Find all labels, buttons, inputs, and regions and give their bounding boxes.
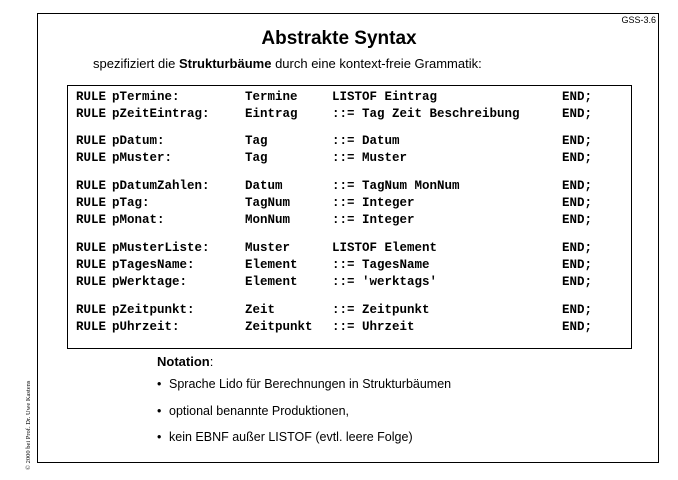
rule-rhs: ::= Tag Zeit Beschreibung — [332, 107, 520, 121]
rule-keyword: RULE — [76, 134, 107, 148]
rule-keyword: RULE — [76, 303, 107, 317]
rule-end: END; — [562, 134, 593, 148]
copyright-notice: © 2000 bei Prof. Dr. Uwe Kastens — [25, 380, 32, 470]
rule-name: pTag: — [112, 196, 150, 210]
rule-rhs: ::= Muster — [332, 151, 408, 165]
rule-end: END; — [562, 258, 593, 272]
rule-end: END; — [562, 151, 593, 165]
rule-keyword: RULE — [76, 213, 107, 227]
bullet-icon: • — [157, 430, 162, 444]
rule-end: END; — [562, 107, 593, 121]
rule-row — [68, 179, 593, 194]
slide-id: GSS-3.6 — [621, 15, 656, 25]
bullet-icon: • — [157, 404, 162, 418]
subtitle-text-bold: Strukturbäume — [178, 56, 272, 71]
rule-keyword: RULE — [76, 320, 107, 334]
rule-keyword: RULE — [76, 258, 107, 272]
rule-lhs: Termine — [245, 90, 298, 104]
notation-item — [157, 377, 451, 391]
rule-name: pMuster: — [112, 151, 173, 165]
grammar-box — [67, 85, 632, 349]
rule-end: END; — [562, 241, 593, 255]
rule-lhs: Muster — [245, 241, 291, 255]
rule-rhs: ::= TagNum MonNum — [332, 179, 460, 193]
rule-end: END; — [562, 90, 593, 104]
rule-lhs: MonNum — [245, 213, 291, 227]
page-title: Abstrakte Syntax — [261, 28, 417, 49]
rule-lhs: Element — [245, 275, 298, 289]
rule-lhs: Zeitpunkt — [245, 320, 313, 334]
rule-name: pUhrzeit: — [112, 320, 180, 334]
rule-rhs: ::= Uhrzeit — [332, 320, 415, 334]
rule-keyword: RULE — [76, 151, 107, 165]
rule-end: END; — [562, 179, 593, 193]
subtitle-text-pre: spezifiziert die — [93, 56, 179, 71]
notation-item — [157, 430, 413, 444]
rule-name: pMonat: — [112, 213, 165, 227]
rule-rhs: ::= TagesName — [332, 258, 430, 272]
rule-end: END; — [562, 196, 593, 210]
rule-lhs: TagNum — [245, 196, 291, 210]
rule-lhs: Tag — [245, 151, 268, 165]
rule-name: pWerktage: — [112, 275, 188, 289]
rule-name: pDatumZahlen: — [112, 179, 210, 193]
rule-end: END; — [562, 213, 593, 227]
rule-row — [68, 134, 593, 149]
notation-item-text: optional benannte Produktionen, — [169, 404, 350, 418]
rule-rhs: ::= Integer — [332, 213, 415, 227]
notation-heading — [157, 354, 213, 369]
subtitle-text-post: durch eine kontext-freie Grammatik: — [271, 56, 482, 71]
rule-name: pTagesName: — [112, 258, 195, 272]
notation-item-text: Sprache Lido für Berechnungen in Strukturbäumen — [169, 377, 452, 391]
rule-row — [68, 241, 593, 256]
rule-keyword: RULE — [76, 179, 107, 193]
rule-name: pTermine: — [112, 90, 180, 104]
rule-row — [68, 90, 593, 105]
rule-name: pDatum: — [112, 134, 165, 148]
rule-lhs: Eintrag — [245, 107, 298, 121]
rule-rhs: ::= Datum — [332, 134, 400, 148]
rule-row — [68, 151, 593, 166]
rule-end: END; — [562, 320, 593, 334]
notation-item — [157, 404, 349, 418]
rule-keyword: RULE — [76, 275, 107, 289]
rule-keyword: RULE — [76, 241, 107, 255]
rule-name: pMusterListe: — [112, 241, 210, 255]
rule-row — [68, 213, 593, 228]
rule-row — [68, 303, 593, 318]
rule-rhs: LISTOF Element — [332, 241, 438, 255]
rule-lhs: Element — [245, 258, 298, 272]
notation-heading-colon: : — [209, 354, 214, 369]
rule-end: END; — [562, 303, 593, 317]
rule-keyword: RULE — [76, 107, 107, 121]
rule-lhs: Zeit — [245, 303, 276, 317]
rule-keyword: RULE — [76, 196, 107, 210]
rule-rhs: ::= Integer — [332, 196, 415, 210]
rule-name: pZeitEintrag: — [112, 107, 210, 121]
subtitle — [93, 56, 482, 71]
rule-rhs: LISTOF Eintrag — [332, 90, 438, 104]
rule-rhs: ::= 'werktags' — [332, 275, 438, 289]
rule-row — [68, 320, 593, 335]
rule-row — [68, 258, 593, 273]
rule-lhs: Datum — [245, 179, 283, 193]
rule-name: pZeitpunkt: — [112, 303, 195, 317]
rule-keyword: RULE — [76, 90, 107, 104]
rule-end: END; — [562, 275, 593, 289]
notation-heading-text: Notation — [157, 354, 210, 369]
rule-lhs: Tag — [245, 134, 268, 148]
rule-rhs: ::= Zeitpunkt — [332, 303, 430, 317]
bullet-icon: • — [157, 377, 162, 391]
rule-row — [68, 275, 593, 290]
rule-row — [68, 196, 593, 211]
notation-item-text: kein EBNF außer LISTOF (evtl. leere Folge) — [169, 430, 413, 444]
rule-row — [68, 107, 593, 122]
